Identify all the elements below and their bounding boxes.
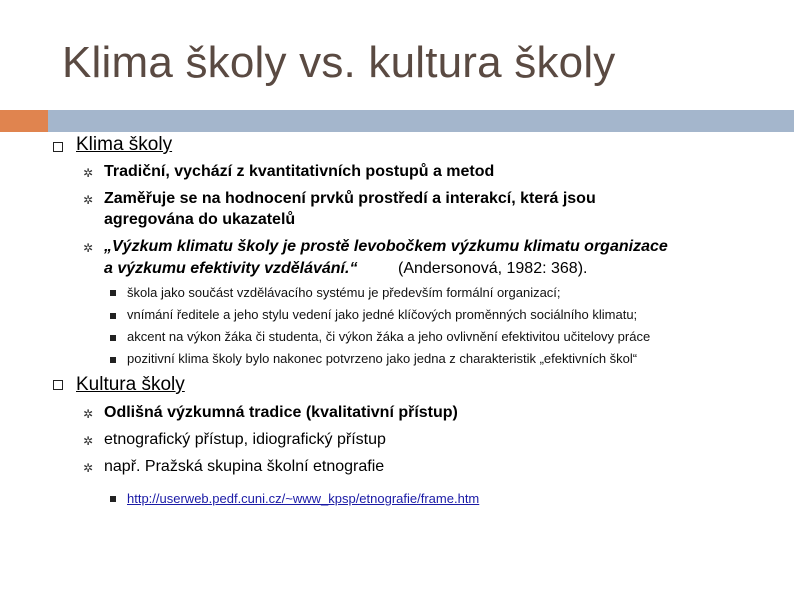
small-square-bullet-icon [110, 357, 116, 363]
accent-bar-blue [48, 110, 794, 132]
small-square-bullet-icon [110, 290, 116, 296]
gear-bullet-icon: ✲ [83, 166, 94, 180]
sub-list-item: pozitivní klima školy bylo nakonec potvrzeno jako jedna z charakteristik „efektivních škol“ [127, 351, 638, 366]
list-item-quote-continuation: a výzkumu efektivity vzdělávání.“ [104, 260, 358, 277]
list-item: etnografický přístup, idiografický přístup [104, 431, 386, 448]
sub-list-item: vnímání ředitele a jeho stylu vedení jako jedné klíčových proměnných sociálního klimatu; [127, 307, 638, 322]
gear-bullet-icon: ✲ [83, 407, 94, 421]
list-item: Zaměřuje se na hodnocení prvků prostředí a interakcí, která jsou [104, 190, 596, 207]
sub-list-item: škola jako součást vzdělávacího systému je především formální organizací; [127, 285, 561, 300]
list-item: Odlišná výzkumná tradice (kvalitativní přístup) [104, 404, 458, 421]
citation: (Andersonová, 1982: 368). [398, 260, 588, 277]
etnografie-link[interactable]: http://userweb.pedf.cuni.cz/~www_kpsp/etnografie/frame.htm [127, 491, 480, 506]
sub-list-item: akcent na výkon žáka či studenta, či výkon žáka a jeho ovlivnění efektivitou učitelovy práce [127, 329, 651, 344]
gear-bullet-icon: ✲ [83, 241, 94, 255]
list-item-continuation: agregována do ukazatelů [104, 211, 296, 228]
small-square-bullet-icon [110, 335, 116, 341]
accent-bar-orange [0, 110, 48, 132]
small-square-bullet-icon [110, 313, 116, 319]
gear-bullet-icon: ✲ [83, 434, 94, 448]
section-heading-klima: Klima školy [76, 134, 173, 155]
page-title: Klima školy vs. kultura školy [62, 38, 616, 87]
gear-bullet-icon: ✲ [83, 193, 94, 207]
list-item: Tradiční, vychází z kvantitativních postupů a metod [104, 163, 495, 180]
list-item-quote: „Výzkum klimatu školy je prostě levobočkem výzkumu klimatu organizace [104, 238, 668, 255]
section-heading-kultura: Kultura školy [76, 374, 185, 395]
square-bullet-icon [53, 380, 63, 390]
square-bullet-icon [53, 142, 63, 152]
gear-bullet-icon: ✲ [83, 461, 94, 475]
small-square-bullet-icon [110, 496, 116, 502]
list-item: např. Pražská skupina školní etnografie [104, 458, 385, 475]
